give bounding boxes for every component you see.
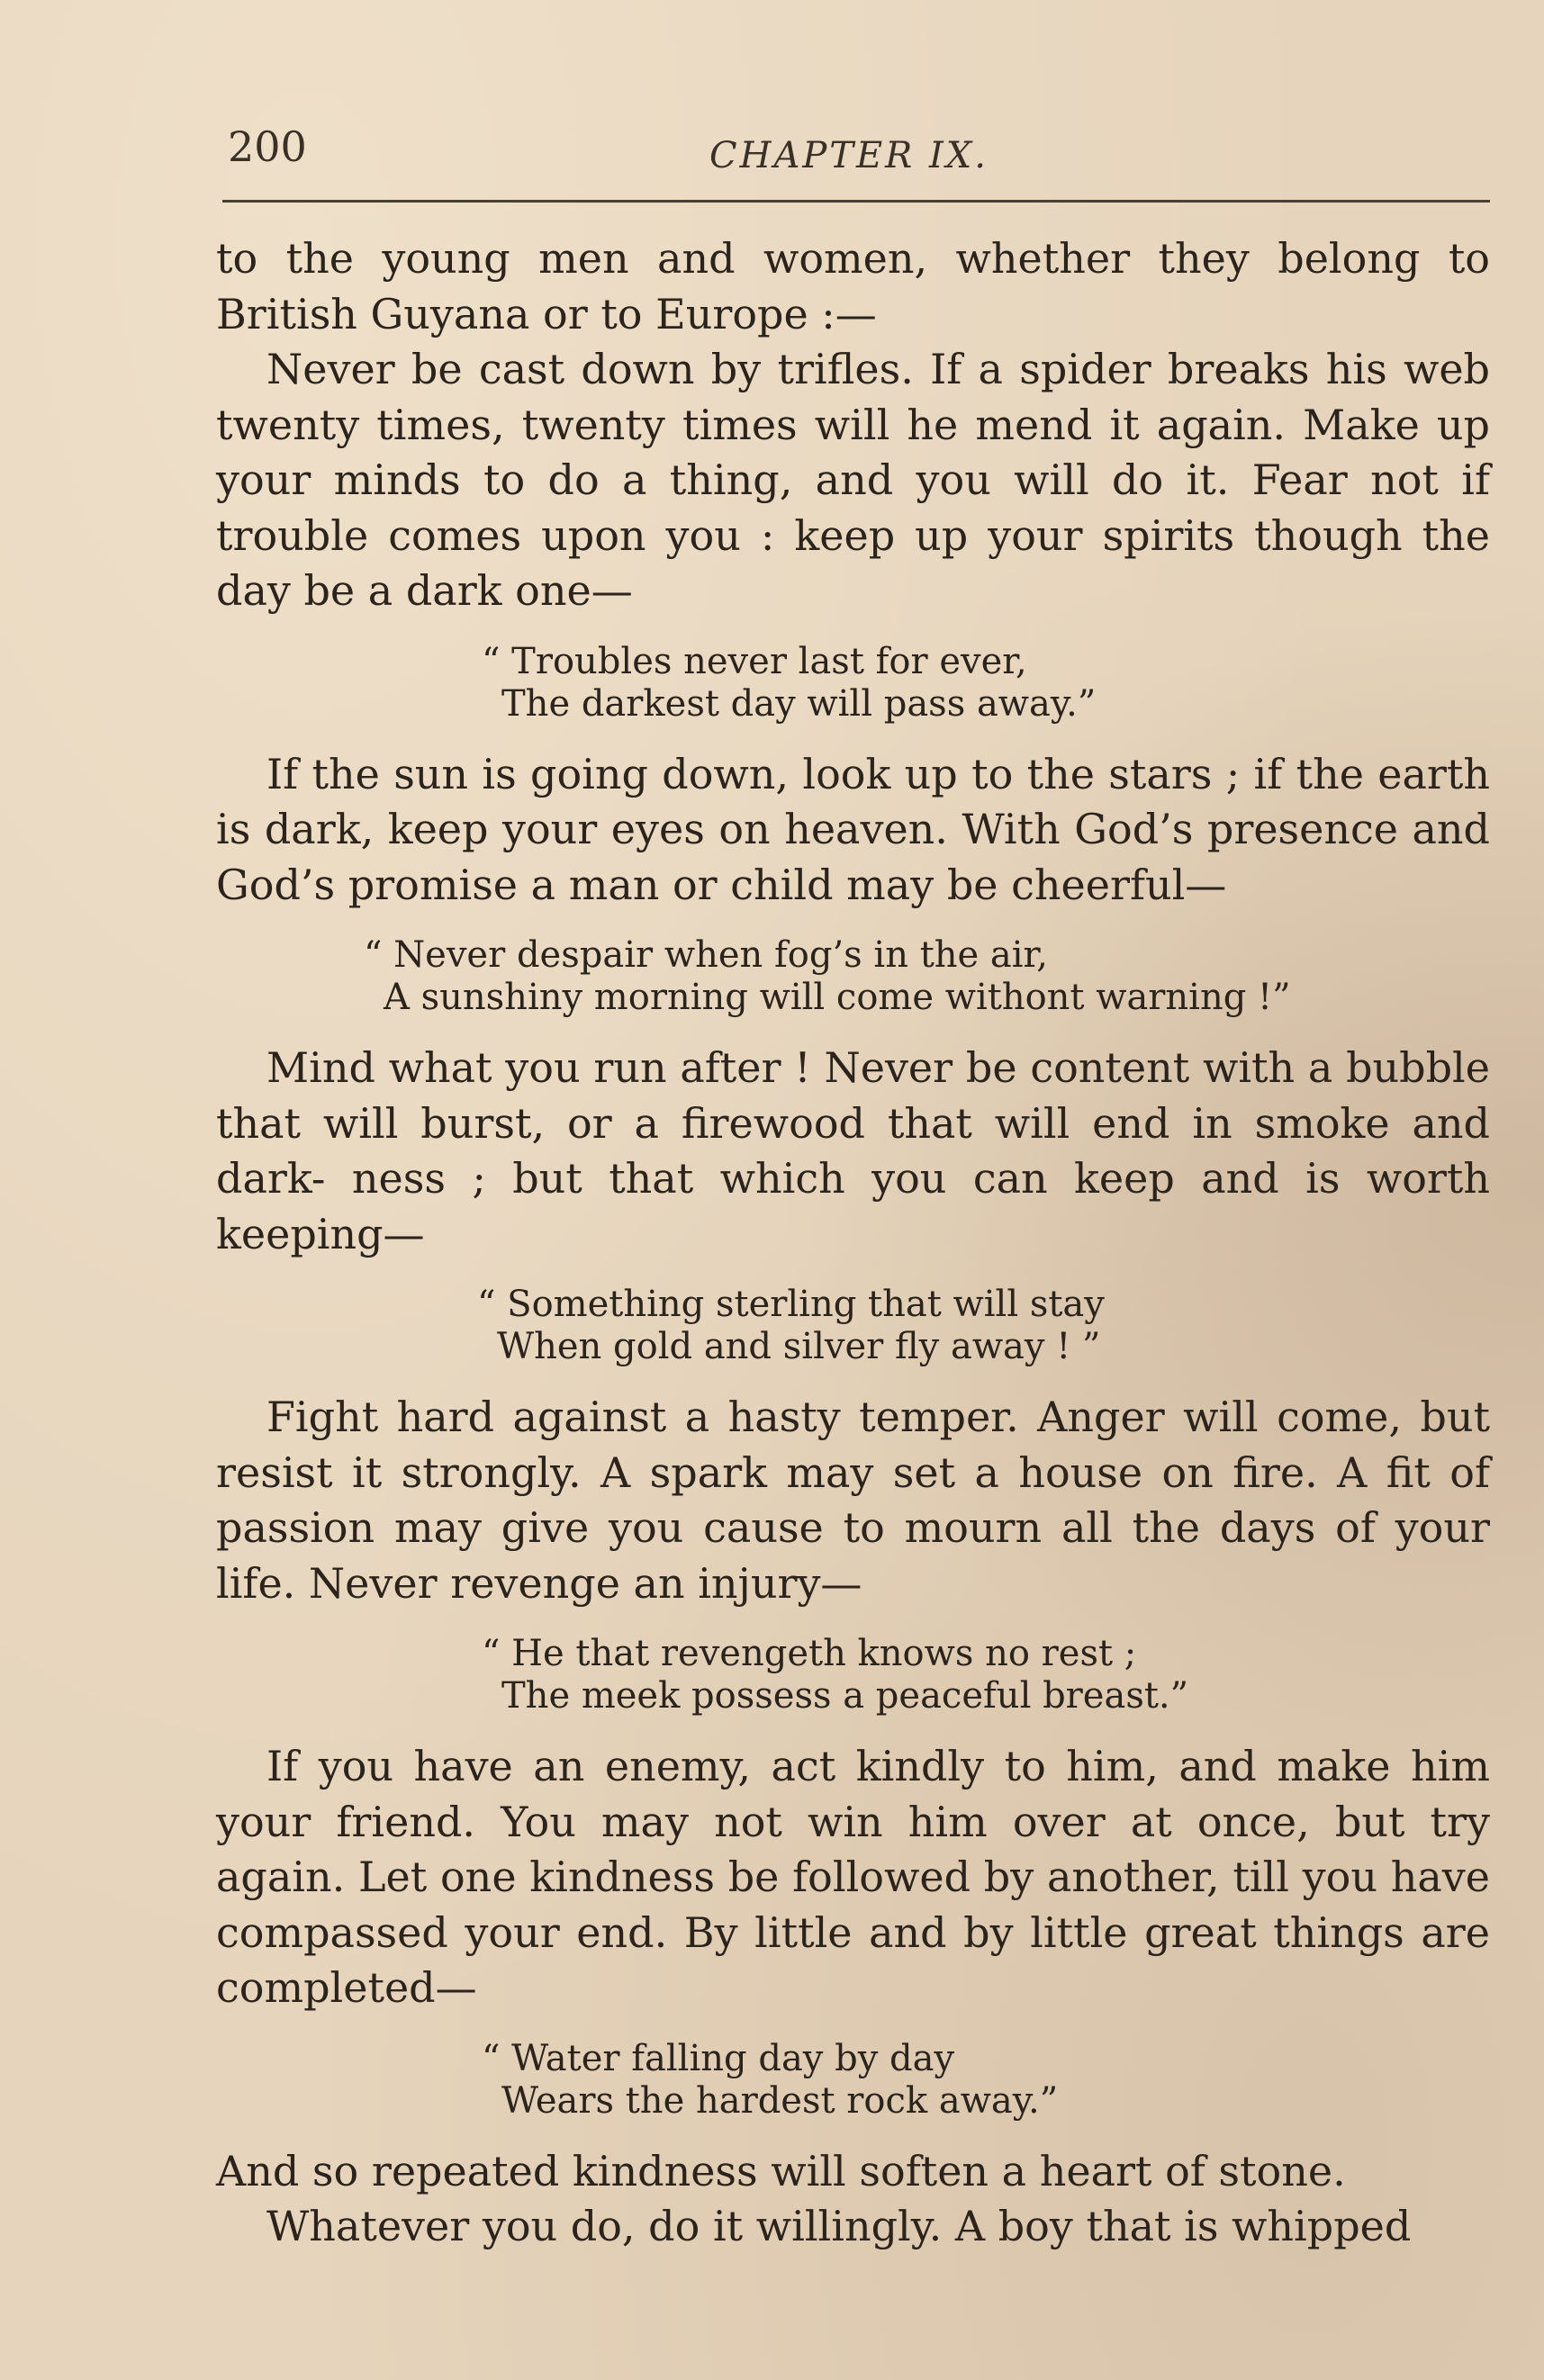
verse-quote-5 [216, 2038, 1490, 2123]
page-number: 200 [228, 122, 307, 171]
verse-line: Wears the hardest rock away.” [501, 2079, 1059, 2122]
verse-line: A sunshiny morning will come withont warning !” [384, 977, 1291, 1018]
header-rule [222, 200, 1490, 203]
paragraph-3: If the sun is going down, look up to the stars ; if the earth is dark, keep your eyes on heaven. With God’s presence and God’s promise a man or child may be cheerful— [216, 749, 1490, 909]
paragraph-2: Never be cast down by trifles. If a spider breaks his web twenty times, twenty times will he mend it again. Make up your minds to do a thing, and you will do it. Fear not if trouble comes upon you : keep up your spirits though the day be a dark one— [216, 345, 1490, 615]
verse-line: The darkest day will pass away.” [501, 682, 1097, 725]
paragraph-4: Mind what you run after ! Never be content with a bubble that will burst, or a firewood that will end in smoke and dark- ness ; but that which you can keep and is worth keeping— [216, 1043, 1490, 1258]
verse-line: When gold and silver fly away ! ” [497, 1326, 1101, 1367]
verse-line: The meek possess a peaceful breast.” [501, 1675, 1189, 1717]
page-header [225, 119, 1490, 182]
running-head: CHAPTER IX. [709, 135, 989, 176]
verse-quote-3 [216, 1284, 1490, 1368]
verse-line: “ Troubles never last for ever, [482, 640, 1027, 682]
paragraph-6: If you have an enemy, act kindly to him, and make him your friend. You may not win him over at once, but try again. Let one kindness be followed by another, till you have compassed your end. By little and by little great things are completed— [216, 1742, 1490, 2012]
verse-line: “ He that revengeth knows no rest ; [482, 1633, 1137, 1674]
verse-quote-1 [216, 641, 1490, 726]
paragraph-7: And so repeated kindness will soften a heart of stone. [216, 2146, 1346, 2195]
verse-line: “ Never despair when fog’s in the air, [364, 934, 1048, 976]
verse-line: “ Something sterling that will stay [477, 1284, 1105, 1325]
verse-quote-4 [216, 1633, 1490, 1717]
paragraph-1: to the young men and women, whether they belong to British Guyana or to Europe :— [216, 234, 1490, 338]
verse-line: “ Water falling day by day [482, 2037, 955, 2079]
body-text [216, 231, 1490, 2255]
paragraph-5: Fight hard against a hasty temper. Anger will come, but resist it strongly. A spark may set a house on fire. A fit of passion may give you cause to mourn all the days of your life. Never revenge an injury— [216, 1393, 1490, 1608]
paragraph-8: Whatever you do, do it willingly. A boy that is whipped [266, 2202, 1412, 2250]
verse-quote-2 [216, 934, 1490, 1019]
